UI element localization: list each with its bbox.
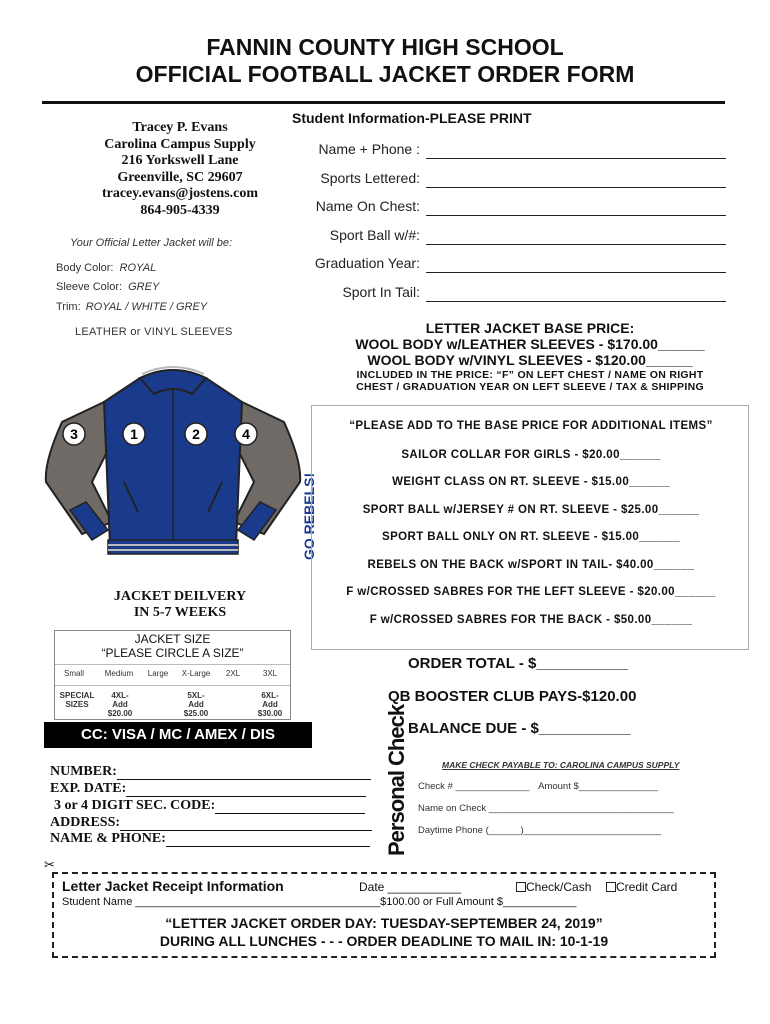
- addon-sport-ball-jersey: SPORT BALL w/JERSEY # ON RT. SLEEVE - $25.00______: [362, 504, 700, 516]
- sports-lettered-field[interactable]: [290, 166, 726, 188]
- size-heading-2: “PLEASE CIRCLE A SIZE”: [101, 646, 244, 660]
- sleeve-color-label: Sleeve Color:: [56, 281, 123, 293]
- sleeve-color-row: [56, 281, 159, 293]
- credit-card-option[interactable]: Credit Card: [606, 880, 677, 894]
- graduation-year-label: Graduation Year:: [314, 255, 420, 271]
- daytime-phone-row[interactable]: Daytime Phone (______)__________________________: [418, 825, 661, 836]
- size-large[interactable]: Large: [147, 669, 169, 678]
- header-divider: [42, 101, 725, 104]
- additional-items-box: [311, 405, 749, 650]
- scissors-icon: ✂: [44, 857, 55, 872]
- name-on-chest-field[interactable]: [290, 194, 726, 216]
- receipt-date[interactable]: Date ___________: [359, 880, 462, 894]
- vendor-company: Carolina Campus Supply: [104, 136, 256, 152]
- callout-4-label: 4: [242, 426, 250, 442]
- card-address-row[interactable]: ADDRESS:: [50, 815, 372, 831]
- name-on-chest-line[interactable]: [426, 215, 726, 216]
- card-name-phone-row[interactable]: NAME & PHONE:: [50, 831, 370, 847]
- order-day-line-1: “LETTER JACKET ORDER DAY: TUESDAY-SEPTEMBER 24, 2019”: [165, 915, 603, 931]
- balance-due[interactable]: BALANCE DUE - $___________: [408, 720, 631, 737]
- callout-3-label: 3: [70, 426, 78, 442]
- sport-ball-label: Sport Ball w/#:: [329, 227, 420, 243]
- addon-sailor-collar: SAILOR COLLAR FOR GIRLS - $20.00______: [401, 449, 661, 461]
- body-color-label: Body Color:: [56, 262, 114, 274]
- special-sizes-label: SPECIAL SIZES: [59, 691, 95, 709]
- trim-value: ROYAL / WHITE / GREY: [85, 301, 208, 313]
- jacket-size-table: [54, 630, 291, 720]
- receipt-title: Letter Jacket Receipt Information: [62, 878, 284, 894]
- trim-label: Trim:: [56, 301, 81, 313]
- callout-2-label: 2: [192, 426, 200, 442]
- addon-weight-class: WEIGHT CLASS ON RT. SLEEVE - $15.00______: [392, 476, 670, 488]
- vendor-address-block: [60, 120, 300, 219]
- size-3xl[interactable]: 3XL: [262, 669, 278, 678]
- receipt-student-name[interactable]: Student Name ________________________________________$100.00 or Full Amount $____________: [62, 896, 577, 908]
- body-color-row: [56, 262, 156, 274]
- form-title-line2: OFFICIAL FOOTBALL JACKET ORDER FORM: [135, 61, 635, 87]
- trim-row: [56, 301, 207, 313]
- go-rebels-label: GO REBELS!: [301, 472, 317, 560]
- size-2xl[interactable]: 2XL: [225, 669, 241, 678]
- delivery-line-2: IN 5-7 WEEKS: [133, 605, 227, 620]
- booster-club-pays: QB BOOSTER CLUB PAYS-$120.00: [388, 688, 637, 705]
- delivery-line-1: JACKET DEILVERY: [113, 589, 247, 604]
- vendor-street: 216 Yorkswell Lane: [121, 153, 239, 168]
- addon-sabres-sleeve: F w/CROSSED SABRES FOR THE LEFT SLEEVE - $20.00______: [346, 586, 716, 598]
- graduation-year-field[interactable]: [290, 251, 726, 273]
- letter-jacket-illustration: [42, 362, 304, 574]
- name-on-chest-label: Name On Chest:: [315, 198, 420, 214]
- card-sec-code-row[interactable]: 3 or 4 DIGIT SEC. CODE:: [54, 798, 365, 814]
- check-payable-to: MAKE CHECK PAYABLE TO: CAROLINA CAMPUS SUPPLY: [442, 760, 680, 770]
- card-exp-row[interactable]: EXP. DATE:: [50, 781, 366, 797]
- addon-sabres-back: F w/CROSSED SABRES FOR THE BACK - $50.00______: [369, 614, 693, 626]
- name-phone-line[interactable]: [426, 158, 726, 159]
- student-info-heading: Student Information-PLEASE PRINT: [292, 110, 532, 126]
- addons-heading: “PLEASE ADD TO THE BASE PRICE FOR ADDITIONAL ITEMS”: [349, 420, 713, 432]
- vendor-city: Greenville, SC 29607: [117, 169, 243, 185]
- size-medium[interactable]: Medium: [104, 669, 134, 678]
- vendor-email: tracey.evans@jostens.com: [101, 186, 259, 201]
- sport-in-tail-field[interactable]: [290, 280, 726, 302]
- base-price-heading: LETTER JACKET BASE PRICE:: [425, 320, 635, 336]
- name-on-check-row[interactable]: Name on Check ___________________________________: [418, 803, 674, 814]
- credit-card-checkbox[interactable]: [606, 882, 616, 892]
- vendor-name: Tracey P. Evans: [132, 120, 228, 135]
- size-xlarge[interactable]: X-Large: [181, 669, 211, 678]
- sleeves-choice: LEATHER or VINYL SLEEVES: [75, 326, 233, 338]
- sport-ball-line[interactable]: [426, 244, 726, 245]
- vendor-phone: 864-905-4339: [140, 202, 220, 218]
- name-phone-field[interactable]: [290, 137, 726, 159]
- addon-rebels-back: REBELS ON THE BACK w/SPORT IN TAIL- $40.00______: [367, 559, 695, 571]
- size-6xl[interactable]: 6XL- Add $30.00: [257, 691, 283, 718]
- sports-lettered-line[interactable]: [426, 187, 726, 188]
- size-heading-1: JACKET SIZE: [134, 632, 211, 646]
- delivery-note: [60, 589, 300, 621]
- form-title-line1: FANNIN COUNTY HIGH SCHOOL: [206, 34, 564, 60]
- size-small[interactable]: Small: [63, 669, 84, 678]
- size-4xl[interactable]: 4XL- Add $20.00: [107, 691, 133, 718]
- sleeve-color-value: GREY: [128, 281, 160, 293]
- included-line-2: CHEST / GRADUATION YEAR ON LEFT SLEEVE / TAX & SHIPPING: [356, 381, 704, 393]
- order-day-line-2: DURING ALL LUNCHES - - - ORDER DEADLINE TO MAIL IN: 10-1-19: [159, 933, 609, 949]
- name-phone-label: Name + Phone :: [318, 141, 420, 157]
- body-color-value: ROYAL: [119, 262, 157, 274]
- graduation-year-line[interactable]: [426, 272, 726, 273]
- card-number-row[interactable]: NUMBER:: [50, 764, 371, 780]
- leather-price: WOOL BODY w/LEATHER SLEEVES - $170.00______: [355, 336, 705, 352]
- sport-ball-field[interactable]: [290, 223, 726, 245]
- included-line-1: INCLUDED IN THE PRICE: “F” ON LEFT CHEST / NAME ON RIGHT: [356, 369, 704, 381]
- personal-check-label: Personal Check: [384, 704, 409, 856]
- jacket-spec-intro: Your Official Letter Jacket will be:: [70, 237, 233, 249]
- sports-lettered-label: Sports Lettered:: [320, 170, 420, 186]
- check-cash-option[interactable]: Check/Cash: [516, 880, 591, 894]
- sport-in-tail-label: Sport In Tail:: [342, 284, 420, 300]
- callout-1-label: 1: [130, 426, 138, 442]
- size-table-heading: [55, 632, 290, 660]
- order-total[interactable]: ORDER TOTAL - $___________: [408, 655, 629, 672]
- credit-card-banner: CC: VISA / MC / AMEX / DIS: [44, 722, 312, 748]
- receipt-section: [52, 872, 716, 958]
- size-5xl[interactable]: 5XL- Add $25.00: [183, 691, 209, 718]
- vinyl-price: WOOL BODY w/VINYL SLEEVES - $120.00______: [367, 352, 693, 368]
- addon-sport-ball-only: SPORT BALL ONLY ON RT. SLEEVE - $15.00______: [382, 531, 680, 543]
- sport-in-tail-line[interactable]: [426, 301, 726, 302]
- check-number-row[interactable]: Check # ______________ Amount $_______________: [418, 781, 659, 792]
- check-cash-checkbox[interactable]: [516, 882, 526, 892]
